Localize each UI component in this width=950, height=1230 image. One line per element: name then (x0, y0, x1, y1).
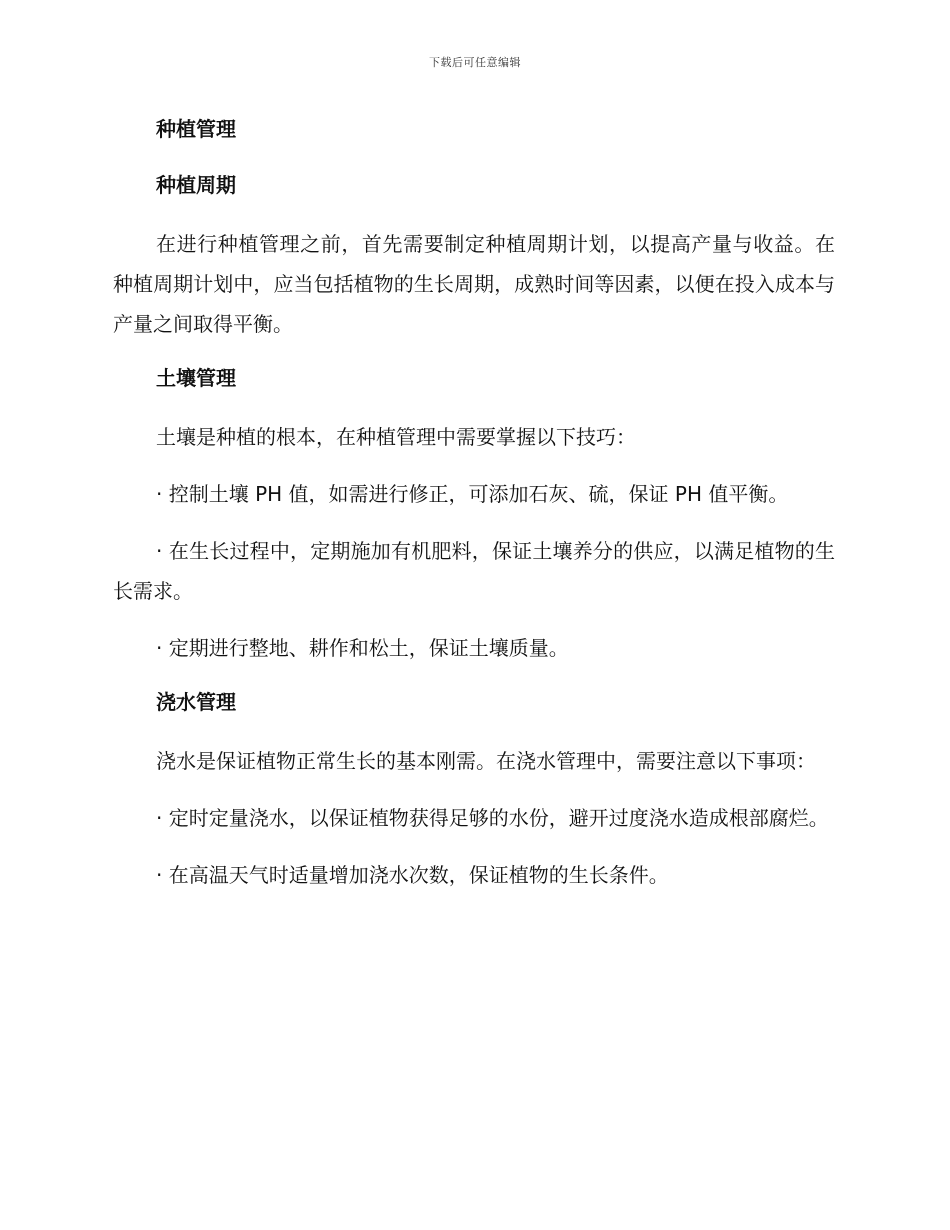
page-header: 下载后可任意编辑 (429, 56, 521, 69)
list-item-soil-fertilizer: · 在生长过程中，定期施加有机肥料，保证土壤养分的供应，以满足植物的生长需求。 (113, 539, 835, 603)
paragraph-watering-intro: 浇水是保证植物正常生长的基本刚需。在浇水管理中，需要注意以下事项： (156, 749, 816, 773)
list-item-watering-schedule: · 定时定量浇水，以保证植物获得足够的水份，避开过度浇水造成根部腐烂。 (156, 806, 829, 830)
section-heading-soil-management: 土壤管理 (156, 366, 236, 390)
document-body (113, 112, 835, 895)
document-title: 种植管理 (156, 117, 236, 141)
paragraph-soil-intro: 土壤是种植的根本，在种植管理中需要掌握以下技巧： (156, 425, 636, 449)
list-item-watering-heat: · 在高温天气时适量增加浇水次数，保证植物的生长条件。 (156, 863, 669, 887)
paragraph-planting-cycle: 在进行种植管理之前，首先需要制定种植周期计划，以提高产量与收益。在种植周期计划中，应当包括植物的生长周期，成熟时间等因素，以便在投入成本与产量之间取得平衡。 (113, 232, 835, 336)
list-item-soil-tillage: · 定期进行整地、耕作和松土，保证土壤质量。 (156, 636, 569, 660)
section-heading-planting-cycle: 种植周期 (156, 173, 236, 197)
section-heading-watering-management: 浇水管理 (156, 690, 236, 714)
list-item-soil-ph: · 控制土壤 PH 值，如需进行修正，可添加石灰、硫，保证 PH 值平衡。 (156, 482, 789, 506)
